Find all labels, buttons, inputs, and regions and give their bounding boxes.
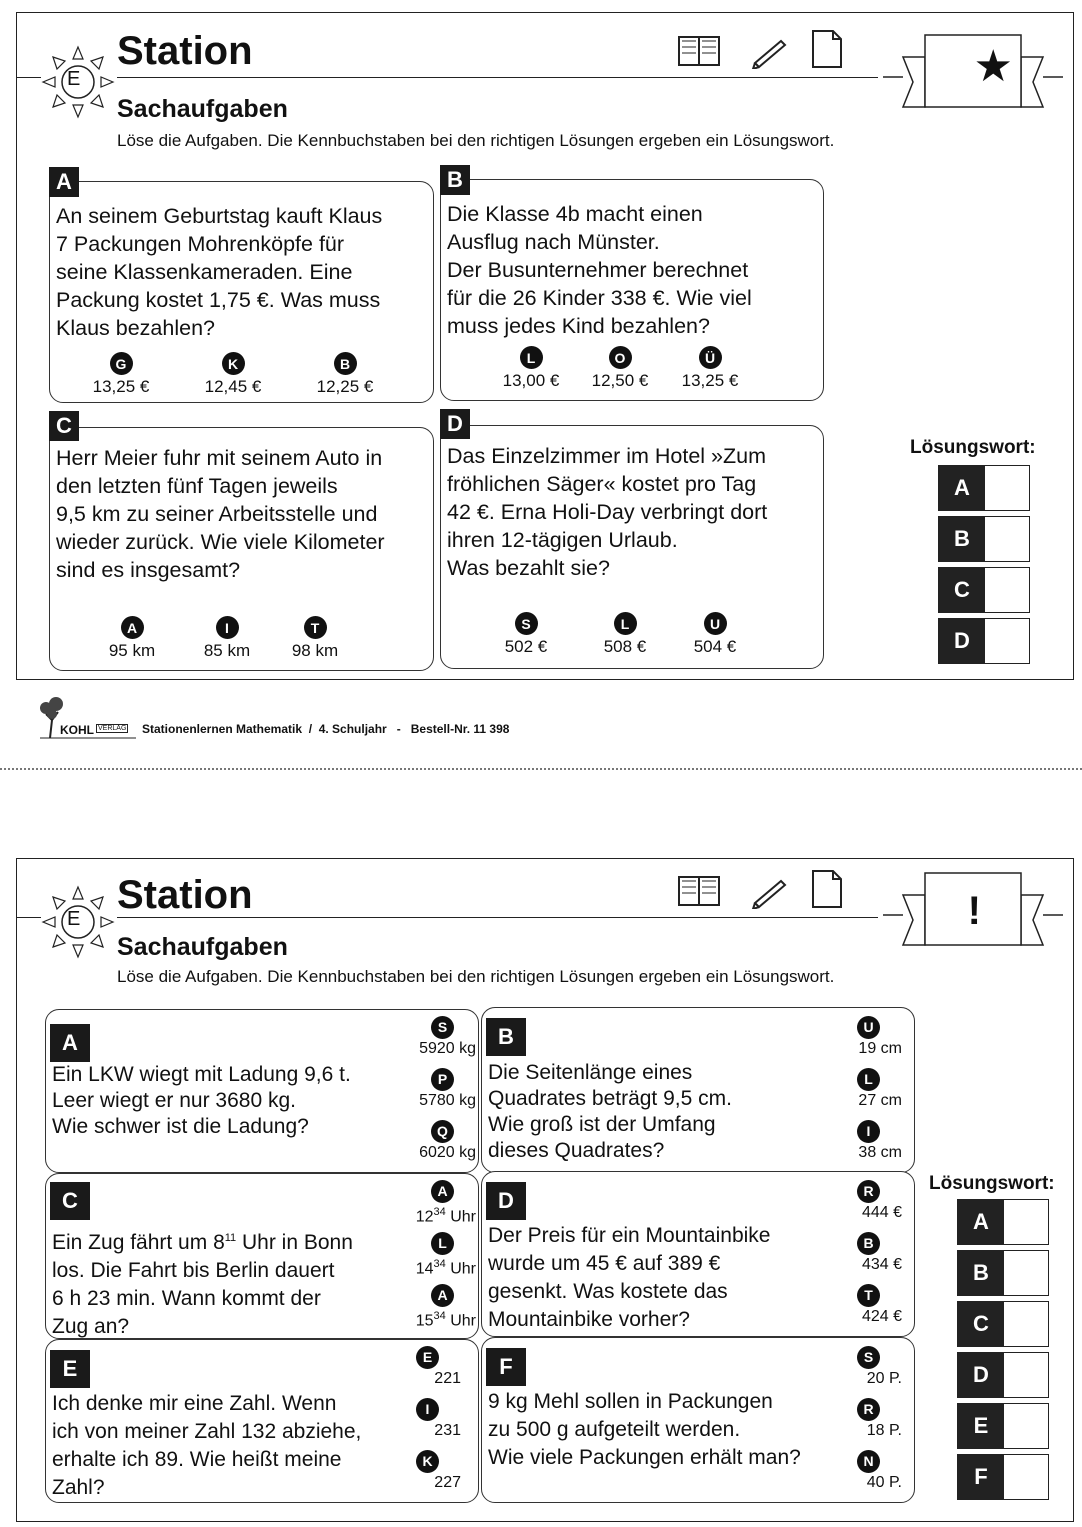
answer-value: 5920 kg xyxy=(419,1040,476,1057)
answer-value: 502 € xyxy=(504,637,548,656)
task-box-c xyxy=(49,427,434,671)
answer-letter: Ü xyxy=(699,346,722,369)
footer xyxy=(36,694,736,742)
star-icon: ★ xyxy=(973,42,1013,91)
answer-value: 27 cm xyxy=(858,1092,902,1109)
answer-value: 12,45 € xyxy=(204,377,262,396)
answer-value: 12,50 € xyxy=(591,371,649,390)
answer-option xyxy=(178,352,288,397)
logo-small: VERLAG xyxy=(98,725,127,732)
answer-value: 508 € xyxy=(603,637,647,656)
task-tag-a: A xyxy=(50,1024,90,1062)
answer-value: 20 P. xyxy=(866,1370,902,1387)
book-icon xyxy=(679,37,719,65)
answer-value: $12^{34}$ Uhr xyxy=(415,1206,476,1226)
answer-value: 13,25 € xyxy=(92,377,150,396)
answer-letter: R xyxy=(857,1398,880,1421)
answer-option xyxy=(376,1450,461,1492)
answer-letter: L xyxy=(520,346,543,369)
task-box-a xyxy=(45,1009,479,1173)
answer-option xyxy=(376,1346,461,1388)
field-letter: F xyxy=(958,1455,1004,1499)
answer-letter: B xyxy=(857,1232,880,1255)
answer-letter: L xyxy=(857,1068,880,1091)
answer-letter: A xyxy=(121,616,144,639)
answer-option xyxy=(817,1180,902,1222)
task-text xyxy=(52,1224,353,1341)
text-part: Ein Zug fährt um 8 xyxy=(52,1231,225,1254)
field-letter: C xyxy=(958,1302,1004,1346)
answer-value: 227 xyxy=(434,1474,461,1491)
answer-option xyxy=(817,1016,902,1058)
answer-option xyxy=(817,1120,902,1162)
answer-letter: S xyxy=(431,1016,454,1039)
answer-value: 221 xyxy=(434,1370,461,1387)
subtitle: Sachaufgaben xyxy=(117,933,288,961)
task-tag-f: F xyxy=(486,1348,526,1386)
text-part: Uhr in Bonn los. Die Fahrt bis Berlin dauert 6 h 23 min. Wann kommt der Zug an? xyxy=(52,1231,353,1338)
answer-value: 6020 kg xyxy=(419,1144,476,1161)
station-title: Station xyxy=(117,873,253,917)
answer-option xyxy=(290,352,400,397)
loesungswort-field-c[interactable] xyxy=(938,567,1030,613)
answer-value: 12,25 € xyxy=(316,377,374,396)
answer-option xyxy=(817,1232,902,1274)
task-tag-e: E xyxy=(50,1350,90,1388)
instruction: Löse die Aufgaben. Die Kennbuchstaben bei den richtigen Lösungen ergeben ein Lösungswort. xyxy=(117,967,835,986)
answer-option xyxy=(66,352,176,397)
answer-letter: L xyxy=(431,1232,454,1255)
field-letter: A xyxy=(939,466,985,510)
answer-letter: A xyxy=(431,1180,454,1203)
answer-letter: B xyxy=(334,352,357,375)
answer-letter: I xyxy=(857,1120,880,1143)
task-tag-b: B xyxy=(486,1018,526,1056)
answer-option xyxy=(391,1232,476,1278)
task-box-e xyxy=(45,1339,479,1503)
answer-letter: L xyxy=(614,612,637,635)
field-letter: E xyxy=(958,1404,1004,1448)
badge-letter: E xyxy=(67,68,81,90)
loesungswort-field-a[interactable] xyxy=(938,465,1030,511)
answer-option xyxy=(817,1450,902,1492)
document-icon xyxy=(813,871,841,907)
subtitle: Sachaufgaben xyxy=(117,95,288,123)
answer-option xyxy=(660,612,770,657)
loesungswort-field-e[interactable] xyxy=(957,1403,1049,1449)
task-box-a xyxy=(49,181,434,403)
answer-option xyxy=(817,1284,902,1326)
answer-option xyxy=(817,1398,902,1440)
answer-value: 504 € xyxy=(693,637,737,656)
tool-icons xyxy=(677,869,847,909)
task-text: Der Preis für ein Mountainbike wurde um 45 € auf 389 € gesenkt. Was kostete das Mountainbike vorher? xyxy=(488,1224,771,1331)
answer-letter: Q xyxy=(431,1120,454,1143)
answer-letter: R xyxy=(857,1180,880,1203)
task-box-d xyxy=(440,425,824,669)
answer-value: 95 km xyxy=(108,641,156,660)
answer-letter: T xyxy=(857,1284,880,1307)
answer-letter: S xyxy=(515,612,538,635)
answer-option xyxy=(391,1180,476,1226)
answer-letter: K xyxy=(222,352,245,375)
header-rule xyxy=(117,77,878,78)
loesungswort-field-f[interactable] xyxy=(957,1454,1049,1500)
answer-option xyxy=(655,346,765,391)
loesungswort-field-b[interactable] xyxy=(957,1250,1049,1296)
instruction: Löse die Aufgaben. Die Kennbuchstaben bei den richtigen Lösungen ergeben ein Lösungswort. xyxy=(117,131,835,150)
answer-option xyxy=(391,1120,476,1162)
task-text: Ich denke mir eine Zahl. Wenn ich von meiner Zahl 132 abziehe, erhalte ich 89. Wie heißt meine Zahl? xyxy=(52,1392,362,1499)
logo-text: KOHL xyxy=(60,723,94,737)
answer-letter: P xyxy=(431,1068,454,1091)
answer-letter: A xyxy=(431,1284,454,1307)
answer-option xyxy=(260,616,370,661)
answer-option xyxy=(77,616,187,661)
answer-letter: T xyxy=(304,616,327,639)
task-text: 9 kg Mehl sollen in Packungen zu 500 g aufgeteilt werden. Wie viele Packungen erhält man? xyxy=(488,1390,801,1469)
exclamation-icon: ! xyxy=(967,889,981,933)
answer-letter: E xyxy=(416,1346,439,1369)
loesungswort-field-d[interactable] xyxy=(957,1352,1049,1398)
task-tag-b: B xyxy=(440,165,470,195)
answer-letter: I xyxy=(216,616,239,639)
answer-option xyxy=(817,1346,902,1388)
answer-letter: N xyxy=(857,1450,880,1473)
field-letter: B xyxy=(958,1251,1004,1295)
loesungswort-field-c[interactable] xyxy=(957,1301,1049,1347)
task-box-c xyxy=(45,1173,479,1339)
answer-value: 5780 kg xyxy=(419,1092,476,1109)
task-text: Das Einzelzimmer im Hotel »Zum fröhlichen Säger« kostet pro Tag 42 €. Erna Holi-Day verbringt dort ihren 12-tägigen Urlaub. Was bezahlt sie? xyxy=(447,444,768,580)
answer-option xyxy=(376,1398,461,1440)
badge-letter: E xyxy=(67,908,81,930)
task-text: Die Klasse 4b macht einen Ausflug nach Münster. Der Busunternehmer berechnet für die 26 Kinder 338 €. Wie viel muss jedes Kind bezahlen? xyxy=(447,202,752,338)
pencil-icon xyxy=(753,41,785,69)
answer-option xyxy=(817,1068,902,1110)
loesungswort-field-a[interactable] xyxy=(957,1199,1049,1245)
answer-letter: K xyxy=(416,1450,439,1473)
task-tag-c: C xyxy=(50,1182,90,1220)
header-rule-left xyxy=(17,917,41,918)
answer-letter: O xyxy=(609,346,632,369)
answer-value: 40 P. xyxy=(866,1474,902,1491)
answer-letter: I xyxy=(416,1398,439,1421)
loesungswort-field-b[interactable] xyxy=(938,516,1030,562)
answer-value: 13,00 € xyxy=(502,371,560,390)
answer-value: 18 P. xyxy=(866,1422,902,1439)
field-letter: D xyxy=(939,619,985,663)
answer-option xyxy=(471,612,581,657)
answer-value: 98 km xyxy=(291,641,339,660)
task-text: Ein LKW wiegt mit Ladung 9,6 t. Leer wiegt er nur 3680 kg. Wie schwer ist die Ladung? xyxy=(52,1063,351,1138)
footer-text: Stationenlernen Mathematik / 4. Schuljahr - Bestell-Nr. 11 398 xyxy=(142,722,510,736)
task-box-b xyxy=(440,179,824,401)
station-card-2 xyxy=(16,858,1074,1522)
task-text: Die Seitenlänge eines Quadrates beträgt 9,5 cm. Wie groß ist der Umfang dieses Quadrates? xyxy=(488,1061,732,1162)
answer-value: 85 km xyxy=(203,641,251,660)
answer-value: $15^{34}$ Uhr xyxy=(415,1310,476,1330)
answer-option xyxy=(391,1068,476,1110)
task-box-b xyxy=(481,1007,915,1173)
task-tag-d: D xyxy=(486,1182,526,1220)
answer-value: 434 € xyxy=(861,1256,902,1273)
header-rule-left xyxy=(17,77,41,78)
loesungswort-label: Lösungswort: xyxy=(910,437,1036,458)
answer-value: 13,25 € xyxy=(681,371,739,390)
answer-letter: S xyxy=(857,1346,880,1369)
pencil-icon xyxy=(753,881,785,909)
answer-letter: G xyxy=(110,352,133,375)
field-letter: D xyxy=(958,1353,1004,1397)
document-icon xyxy=(813,31,841,67)
answer-value: 231 xyxy=(434,1422,461,1439)
field-letter: C xyxy=(939,568,985,612)
answer-letter: U xyxy=(704,612,727,635)
answer-letter: U xyxy=(857,1016,880,1039)
answer-value: 444 € xyxy=(861,1204,902,1221)
loesungswort-label: Lösungswort: xyxy=(929,1173,1055,1194)
header-rule xyxy=(117,917,878,918)
book-icon xyxy=(679,877,719,905)
tool-icons xyxy=(677,29,847,69)
task-tag-c: C xyxy=(49,411,79,441)
answer-value: 38 cm xyxy=(858,1144,902,1161)
loesungswort-field-d[interactable] xyxy=(938,618,1030,664)
field-letter: A xyxy=(958,1200,1004,1244)
task-box-f xyxy=(481,1337,915,1503)
answer-value: 19 cm xyxy=(858,1040,902,1057)
task-box-d xyxy=(481,1171,915,1337)
station-title: Station xyxy=(117,29,253,73)
task-text: Herr Meier fuhr mit seinem Auto in den letzten fünf Tagen jeweils 9,5 km zu seiner Arbeitsstelle und wieder zurück. Wie viele Kilometer sind es insgesamt? xyxy=(56,446,385,582)
task-tag-a: A xyxy=(49,167,79,197)
time-superscript: 11 xyxy=(224,1232,237,1244)
cut-line xyxy=(0,768,1082,770)
task-text: An seinem Geburtstag kauft Klaus 7 Packungen Mohrenköpfe für seine Klassenkameraden. Eine Packung kostet 1,75 €. Was muss Klaus bezahlen? xyxy=(56,204,383,340)
field-letter: B xyxy=(939,517,985,561)
station-card-1 xyxy=(16,12,1074,680)
answer-value: $14^{34}$ Uhr xyxy=(415,1258,476,1278)
answer-option xyxy=(391,1016,476,1058)
answer-option xyxy=(391,1284,476,1330)
task-tag-d: D xyxy=(440,409,470,439)
answer-value: 424 € xyxy=(861,1308,902,1325)
